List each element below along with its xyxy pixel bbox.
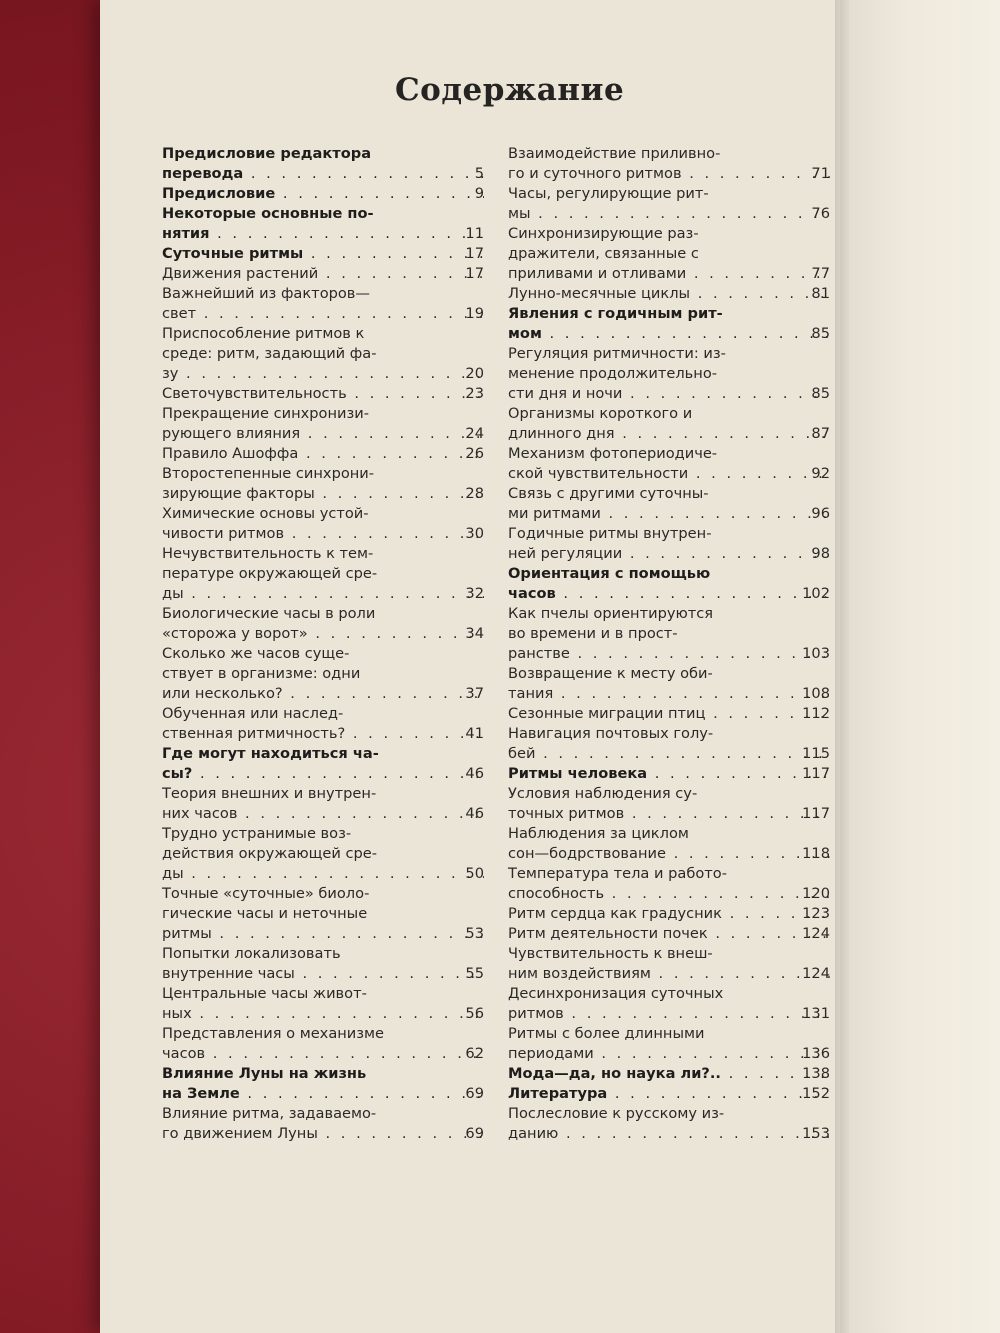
toc-entry — [162, 404, 484, 444]
toc-entry-line: Годичные ритмы внутрен- — [508, 525, 712, 542]
toc-page-number: 69 — [465, 1125, 484, 1142]
toc-entry-line: Ритм деятельности почек . . . — [508, 924, 830, 944]
toc-entry-line: способность . . . — [508, 884, 830, 904]
toc-page-number: 87 — [811, 425, 830, 442]
toc-entry-line: Ориентация с помощью — [508, 565, 711, 582]
toc-entry-line: сы? . . . — [162, 764, 484, 784]
toc-entry-line: Где могут находиться ча- — [162, 745, 379, 762]
toc-entry — [508, 904, 830, 924]
toc-entry-line: Трудно устранимые воз- — [162, 825, 352, 842]
toc-entry-line: свет . . . — [162, 304, 484, 324]
toc-entry-line: Правило Ашоффа . . . — [162, 444, 484, 464]
toc-entry-line: ней регуляции . . . — [508, 544, 830, 564]
toc-entry — [162, 604, 484, 644]
toc-entry — [508, 1024, 830, 1064]
toc-entry-line: ним воздействиям . . . — [508, 964, 830, 984]
toc-entry-line: ды . . . — [162, 584, 484, 604]
toc-entry — [508, 924, 830, 944]
toc-page-number: 124 — [802, 965, 830, 982]
toc-page-number: 28 — [465, 485, 484, 502]
toc-page-number: 85 — [811, 385, 830, 402]
toc-entry-line: Явления с годичным рит- — [508, 305, 723, 322]
toc-entry — [508, 404, 830, 444]
toc-entry-line: Мода—да, но наука ли?.. . . . — [508, 1064, 830, 1084]
toc-page-number: 85 — [811, 325, 830, 342]
toc-entry — [508, 444, 830, 484]
toc-entry-line: Ритмы человека . . . — [508, 764, 830, 784]
toc-page-number: 23 — [465, 385, 484, 402]
toc-entry-line: «сторожа у ворот» . . . — [162, 624, 484, 644]
toc-entry-line: зу . . . — [162, 364, 484, 384]
toc-entry-line: ской чувствительности . . . — [508, 464, 830, 484]
toc-entry — [508, 484, 830, 524]
toc-entry — [508, 1084, 830, 1104]
toc-entry-line: тания . . . — [508, 684, 830, 704]
toc-entry-line: Регуляция ритмичности: из- — [508, 345, 726, 362]
toc-entry-line: во времени и в прост- — [508, 625, 678, 642]
toc-entry-line: Некоторые основные по- — [162, 205, 374, 222]
toc-entry-line: Лунно-месячные циклы . . . — [508, 284, 830, 304]
toc-entry-line: чивости ритмов . . . — [162, 524, 484, 544]
toc-entry-line: Представления о механизме — [162, 1025, 385, 1042]
toc-entry-line: ритмы . . . — [162, 924, 484, 944]
toc-entry-line: на Земле . . . — [162, 1084, 484, 1104]
toc-entry-line: внутренние часы . . . — [162, 964, 484, 984]
toc-page-number: 117 — [802, 765, 830, 782]
toc-entry — [162, 1064, 484, 1104]
toc-page-number: 41 — [465, 725, 484, 742]
toc-entry — [162, 204, 484, 244]
toc-page-number: 34 — [465, 625, 484, 642]
toc-page-number: 124 — [802, 925, 830, 942]
toc-entry-line: ранстве . . . — [508, 644, 830, 664]
toc-entry-line: Навигация почтовых голу- — [508, 725, 714, 742]
toc-entry-line: рующего влияния . . . — [162, 424, 484, 444]
toc-entry-line: ритмов . . . — [508, 1004, 830, 1024]
toc-entry-line: мы . . . — [508, 204, 830, 224]
toc-entry — [162, 1024, 484, 1064]
toc-entry-line: Литература . . . — [508, 1084, 830, 1104]
toc-entry-line: Механизм фотопериодиче- — [508, 445, 718, 462]
toc-entry — [162, 184, 484, 204]
toc-page-number: 11 — [465, 225, 484, 242]
toc-page-number: 92 — [811, 465, 830, 482]
toc-page-number: 120 — [802, 885, 830, 902]
toc-entry-line: точных ритмов . . . — [508, 804, 830, 824]
book-page-edge — [840, 0, 1000, 1333]
toc-page-number: 112 — [802, 705, 830, 722]
toc-entry-line: Нечувствительность к тем- — [162, 545, 374, 562]
toc-entry — [508, 724, 830, 764]
toc-page-number: 102 — [802, 585, 830, 602]
toc-entry-line: ми ритмами . . . — [508, 504, 830, 524]
toc-page-number: 62 — [465, 1045, 484, 1062]
toc-entry-line: среде: ритм, задающий фа- — [162, 345, 377, 362]
toc-entry — [162, 784, 484, 824]
toc-page-number: 17 — [465, 265, 484, 282]
toc-entry — [508, 304, 830, 344]
toc-entry — [162, 644, 484, 704]
toc-page-number: 30 — [465, 525, 484, 542]
toc-entry — [162, 744, 484, 784]
toc-entry-line: длинного дня . . . — [508, 424, 830, 444]
toc-entry-line: Организмы короткого и — [508, 405, 693, 422]
toc-entry — [162, 984, 484, 1024]
toc-page-number: 56 — [465, 1005, 484, 1022]
toc-page-number: 123 — [802, 905, 830, 922]
toc-entry-line: часов . . . — [162, 1044, 484, 1064]
toc-entry — [508, 284, 830, 304]
toc-page-number: 131 — [802, 1005, 830, 1022]
toc-entry — [162, 444, 484, 464]
toc-entry — [508, 704, 830, 724]
toc-page-number: 71 — [811, 165, 830, 182]
toc-entry-line: го движением Луны . . . — [162, 1124, 484, 1144]
toc-entry-line: Взаимодействие приливно- — [508, 145, 721, 162]
toc-entry-line: Как пчелы ориентируются — [508, 605, 714, 622]
toc-page-number: 55 — [465, 965, 484, 982]
toc-entry — [162, 544, 484, 604]
toc-page-number: 136 — [802, 1045, 830, 1062]
toc-entry — [162, 464, 484, 504]
toc-entry — [162, 284, 484, 324]
toc-entry-line: нятия . . . — [162, 224, 484, 244]
toc-entry-line: Центральные часы живот- — [162, 985, 367, 1002]
toc-entry — [508, 524, 830, 564]
toc-page-number: 46 — [465, 805, 484, 822]
toc-entry-line: Чувствительность к внеш- — [508, 945, 713, 962]
toc-entry-line: гические часы и неточные — [162, 905, 368, 922]
toc-entry-line: Наблюдения за циклом — [508, 825, 689, 842]
toc-entry-line: Влияние ритма, задаваемо- — [162, 1105, 377, 1122]
toc-right-column — [508, 144, 830, 1144]
toc-entry-line: дражители, связанные с — [508, 245, 699, 262]
toc-entry-line: Условия наблюдения су- — [508, 785, 698, 802]
toc-entry-line: них часов . . . — [162, 804, 484, 824]
toc-entry-line: Обученная или наслед- — [162, 705, 344, 722]
toc-entry-line: зирующие факторы . . . — [162, 484, 484, 504]
toc-entry — [508, 1104, 830, 1144]
toc-page-number: 103 — [802, 645, 830, 662]
toc-entry-line: Химические основы устой- — [162, 505, 369, 522]
toc-entry — [162, 824, 484, 884]
toc-entry — [508, 224, 830, 284]
toc-entry-line: Температура тела и работо- — [508, 865, 727, 882]
toc-entry — [162, 144, 484, 184]
toc-entry — [162, 244, 484, 264]
toc-entry-line: мом . . . — [508, 324, 830, 344]
toc-entry-line: бей . . . — [508, 744, 830, 764]
toc-entry — [162, 324, 484, 384]
toc-page-number: 46 — [465, 765, 484, 782]
toc-entry-line: Предисловие . . . — [162, 184, 484, 204]
toc-entry-line: Движения растений . . . — [162, 264, 484, 284]
page-title: Содержание — [395, 72, 625, 108]
toc-entry-line: Суточные ритмы . . . — [162, 244, 484, 264]
toc-entry-line: Приспособление ритмов к — [162, 325, 365, 342]
toc-entry-line: Теория внешних и внутрен- — [162, 785, 377, 802]
toc-page-number: 24 — [465, 425, 484, 442]
toc-entry-line: приливами и отливами . . . — [508, 264, 830, 284]
toc-entry-line: Прекращение синхронизи- — [162, 405, 370, 422]
toc-page-number: 108 — [802, 685, 830, 702]
toc-entry-line: Часы, регулирующие рит- — [508, 185, 709, 202]
toc-page-number: 19 — [465, 305, 484, 322]
toc-entry-line: часов . . . — [508, 584, 830, 604]
toc-page-number: 37 — [465, 685, 484, 702]
toc-entry — [508, 144, 830, 184]
toc-entry-line: сти дня и ночи . . . — [508, 384, 830, 404]
toc-entry-line: Послесловие к русскому из- — [508, 1105, 725, 1122]
toc-entry-line: периодами . . . — [508, 1044, 830, 1064]
toc-entry-line: ственная ритмичность? . . . — [162, 724, 484, 744]
page-shadow — [835, 0, 849, 1333]
toc-page-number: 115 — [802, 745, 830, 762]
toc-entry-line: пературе окружающей сре- — [162, 565, 378, 582]
toc-entry-line: действия окружающей сре- — [162, 845, 377, 862]
toc-entry-line: перевода . . . — [162, 164, 484, 184]
toc-page-number: 32 — [465, 585, 484, 602]
toc-entry-line: Биологические часы в роли — [162, 605, 376, 622]
toc-entry-line: Синхронизирующие раз- — [508, 225, 699, 242]
toc-entry — [162, 504, 484, 544]
toc-page-number: 138 — [802, 1065, 830, 1082]
toc-entry-line: Сколько же часов суще- — [162, 645, 350, 662]
toc-entry-line: Ритмы с более длинными — [508, 1025, 705, 1042]
toc-page-number: 152 — [802, 1085, 830, 1102]
toc-entry — [162, 1104, 484, 1144]
toc-entry-line: сон—бодрствование . . . — [508, 844, 830, 864]
toc-entry — [162, 264, 484, 284]
toc-entry — [508, 564, 830, 604]
toc-page-number: 26 — [465, 445, 484, 462]
toc-page-number: 17 — [465, 245, 484, 262]
toc-entry — [508, 604, 830, 664]
toc-entry — [508, 784, 830, 824]
toc-entry — [508, 664, 830, 704]
toc-entry-line: Возвращение к месту оби- — [508, 665, 713, 682]
toc-entry-line: Светочувствительность . . . — [162, 384, 484, 404]
toc-entry-line: Десинхронизация суточных — [508, 985, 724, 1002]
toc-entry-line: менение продолжительно- — [508, 365, 718, 382]
toc-page-number: 153 — [802, 1125, 830, 1142]
toc-left-column — [162, 144, 484, 1144]
toc-entry-line: ствует в организме: одни — [162, 665, 361, 682]
toc-entry-line: ды . . . — [162, 864, 484, 884]
toc-entry-line: Попытки локализовать — [162, 945, 341, 962]
toc-entry-line: данию . . . — [508, 1124, 830, 1144]
toc-page-number: 96 — [811, 505, 830, 522]
toc-page-number: 50 — [465, 865, 484, 882]
toc-page-number: 81 — [811, 285, 830, 302]
toc-entry-line: Связь с другими суточны- — [508, 485, 709, 502]
toc-entry — [162, 884, 484, 944]
toc-entry — [508, 864, 830, 904]
toc-entry — [508, 944, 830, 984]
toc-entry — [508, 764, 830, 784]
toc-entry-line: Точные «суточные» биоло- — [162, 885, 370, 902]
toc-entry-line: го и суточного ритмов . . . — [508, 164, 830, 184]
toc-page-number: 53 — [465, 925, 484, 942]
toc-page-number: 76 — [811, 205, 830, 222]
toc-entry-line: Сезонные миграции птиц . . . — [508, 704, 830, 724]
toc-page-number: 117 — [802, 805, 830, 822]
toc-entry-line: Влияние Луны на жизнь — [162, 1065, 367, 1082]
toc-entry-line: Предисловие редактора — [162, 145, 372, 162]
toc-entry-line: Второстепенные синхрони- — [162, 465, 375, 482]
toc-entry — [508, 184, 830, 224]
toc-entry — [508, 1064, 830, 1084]
toc-entry — [508, 984, 830, 1024]
toc-page-number: 9 — [474, 185, 484, 202]
toc-entry — [162, 384, 484, 404]
toc-entry-line: Важнейший из факторов— — [162, 285, 371, 302]
toc-page-number: 69 — [465, 1085, 484, 1102]
toc-page-number: 20 — [465, 365, 484, 382]
toc-entry — [162, 704, 484, 744]
toc-page-number: 5 — [474, 165, 484, 182]
toc-entry-line: Ритм сердца как градусник . . . — [508, 904, 830, 924]
toc-entry-line: или несколько? . . . — [162, 684, 484, 704]
toc-page-number: 118 — [802, 845, 830, 862]
toc-entry — [508, 824, 830, 864]
toc-page-number: 77 — [811, 265, 830, 282]
toc-page-number: 98 — [811, 545, 830, 562]
toc-entry — [508, 344, 830, 404]
toc-entry-line: ных . . . — [162, 1004, 484, 1024]
toc-entry — [162, 944, 484, 984]
